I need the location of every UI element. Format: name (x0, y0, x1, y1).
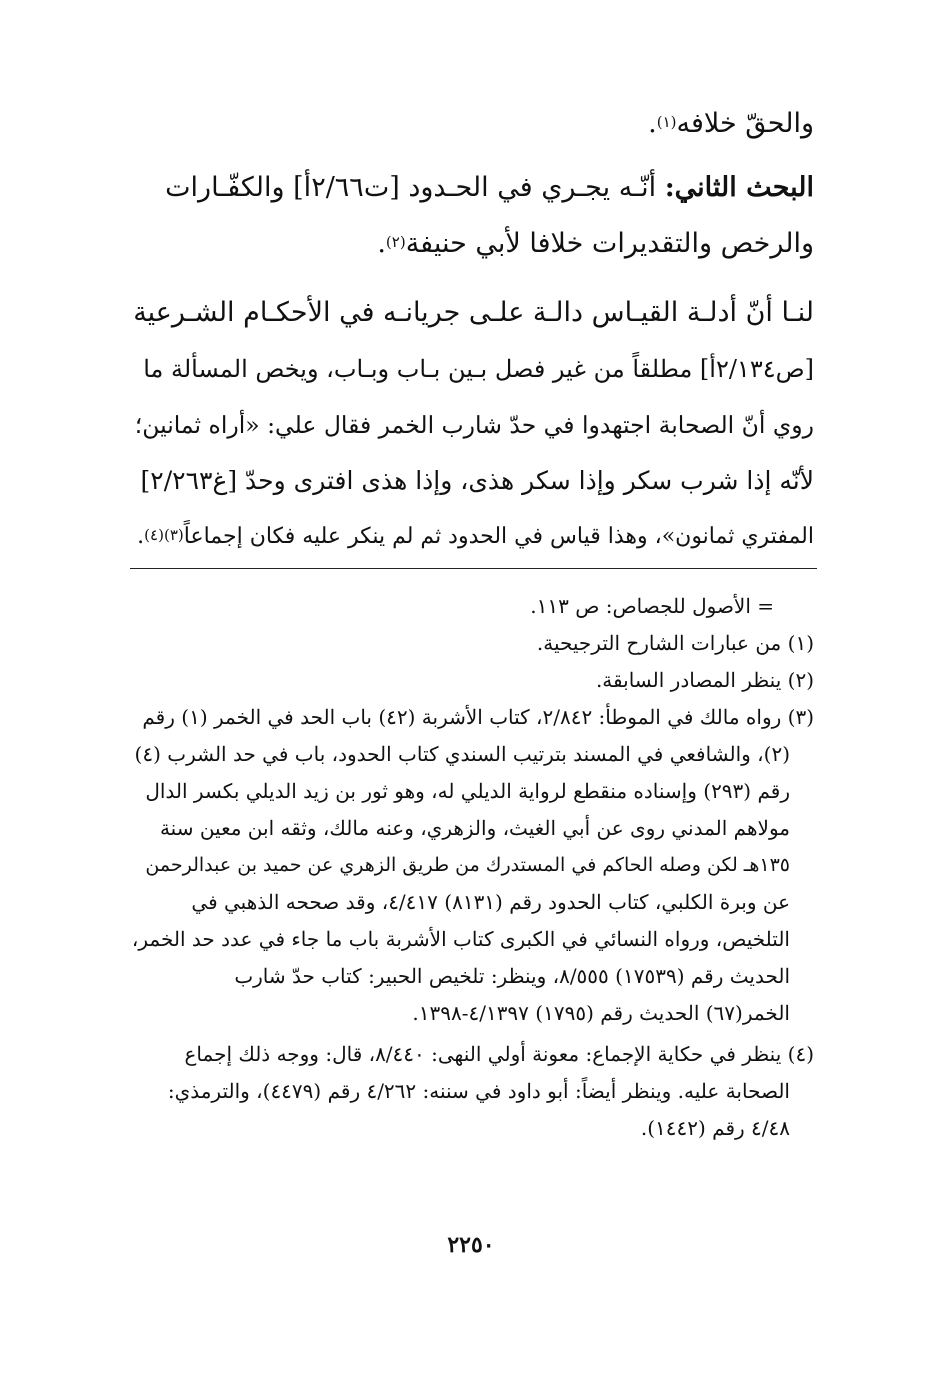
topic-line-1: البحث الثاني: أنّـه يجـري في الحـدود [ت٢/٦٦أ] والكفّـارات (165, 172, 814, 203)
paragraph-evidence (130, 285, 814, 565)
section-heading: البحث الثاني: (664, 172, 814, 203)
footnote-1: (١) من عبارات الشارح الترجيحية. (536, 631, 814, 655)
main-text (130, 96, 814, 152)
footnote-ref-3-4[interactable]: (٣)(٤) (144, 526, 184, 544)
evidence-line-4: لأنّه إذا شرب سكر وإذا سكر هذى، وإذا هذى افترى وحدّ [غ٢/٢٦٣] (140, 466, 814, 495)
footnote-separator (130, 568, 817, 569)
footnote-3: (٣) رواه مالك في الموطأ: ٢/٨٤٢، كتاب الأشربة (٤٢) باب الحد في الخمر (١) رقم (٢)، والشافعي في المسند بترتيب السندي كتاب الحدود، باب في حد الشرب (٤) رقم (٢٩٣) وإسناده منقطع لرواية الديلي له، وهو ثور بن زيد الديلي بكسر الدال مولاهم المدني روى عن أبي الغيث، والزهري، وعنه مالك، وثقه ابن معين سنة ١٣٥هـ لكن وصله الحاكم في المستدرك من طريق الزهري عن حميد بن عبدالرحمن عن وبرة الكلبي، كتاب الحدود رقم (٨١٣١) ٤/٤١٧، وقد صححه الذهبي في التلخيص، ورواه النسائي في الكبرى كتاب الأشربة باب ما جاء في عدد حد الخمر، الحديث رقم (١٧٥٣٩) ٨/٥٥٥، وينظر: تلخيص الحبير: كتاب حدّ شارب الخمر(٦٧) الحديث رقم (١٧٩٥) ٤/١٣٩٧-١٣٩٨. (131, 705, 814, 1025)
footnote-continuation: = الأصول للجصاص: ص ١١٣. (530, 594, 774, 618)
footnote-ref-2[interactable]: (٢) (385, 233, 406, 251)
footnote-ref-1[interactable]: (١) (656, 113, 677, 131)
evidence-line-2: [ص٢/١٣٤أ] مطلقاً من غير فصل بـين بـاب وبـاب، ويخص المسألة ما (143, 355, 814, 383)
footnote-2: (٢) ينظر المصادر السابقة. (595, 668, 814, 692)
paragraph-second-topic (130, 160, 814, 272)
evidence-line-5: المفتري ثمانون»، وهذا قياس في الحدود ثم لم ينكر عليه فكان إجماعاً$^{(٣)(٤)}$. (137, 524, 814, 549)
paragraph-conclusion: والحقّ خلافه$^{(١)}$. (648, 108, 814, 139)
footnotes (130, 588, 814, 1147)
evidence-line-1: لنـا أنّ أدلـة القيـاس دالـة علـى جريانـه في الأحكـام الشـرعية (133, 297, 814, 328)
footnote-4: (٤) ينظر في حكاية الإجماع: معونة أولي النهى: ٨/٤٤٠، قال: ووجه ذلك إجماع الصحابة عليه. وينظر أيضاً: أبو داود في سننه: ٤/٢٦٢ رقم (٤٤٧٩)، والترمذي: ٤/٤٨ رقم (١٤٤٢). (167, 1042, 814, 1140)
evidence-line-3: روي أنّ الصحابة اجتهدوا في حدّ شارب الخمر فقال علي: «أراه ثمانين؛ (134, 411, 814, 439)
page-number: ٢٢٥٠ (447, 1232, 495, 1258)
topic-line-2: والرخص والتقديرات خلافا لأبي حنيفة$^{(٢)}$. (377, 228, 814, 259)
